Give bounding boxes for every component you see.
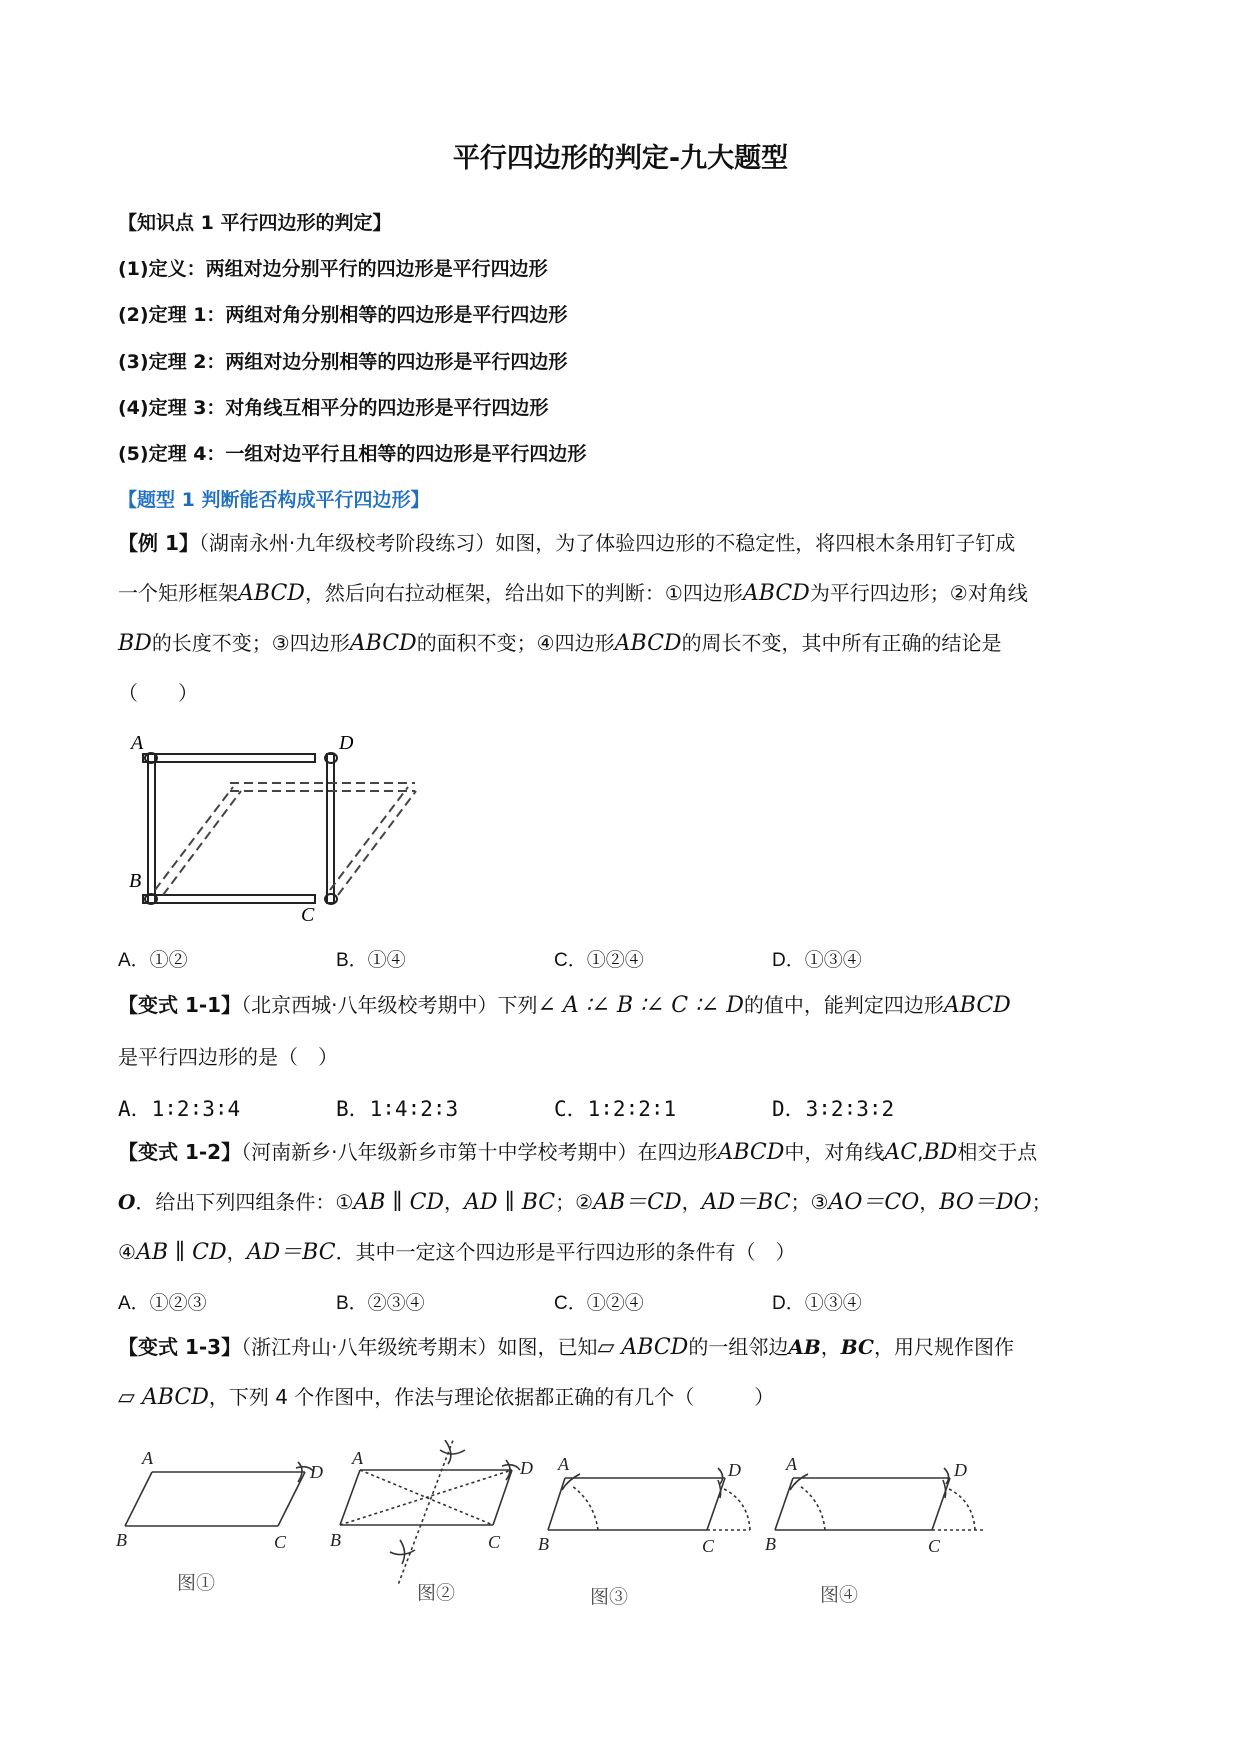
example1-text: （湖南永州·九年级校考阶段练习）如图，为了体验四边形的不稳定性，将四根木条用钉子钉成 xyxy=(198,531,1016,555)
math-abcd: ABCD xyxy=(943,993,1011,1018)
fig1-ab xyxy=(125,1472,152,1526)
fig2-diagonal-bd xyxy=(340,1470,512,1525)
fig4-label-b: B xyxy=(765,1534,776,1554)
example1-figure xyxy=(125,725,435,925)
fig1-label-b: B xyxy=(116,1530,127,1550)
label-c: C xyxy=(301,904,315,925)
fig4-arc-a xyxy=(790,1474,808,1490)
frame-left-bar xyxy=(148,754,155,903)
text: ， xyxy=(226,1240,247,1264)
fig2-label-b: B xyxy=(330,1530,341,1550)
example1-option-a[interactable]: A．①② xyxy=(118,950,188,971)
fig4-label-d: D xyxy=(954,1460,967,1480)
variant1-2-option-c[interactable]: C．①②④ xyxy=(554,1293,644,1314)
text: 相交于点 xyxy=(957,1140,1038,1164)
variant1-2-tag: 【变式 1-2】 xyxy=(118,1140,242,1164)
text: ，下列 4 个作图中，作法与理论依据都正确的有几个（ ） xyxy=(208,1385,775,1409)
knowledge-item-4: (4)定理 3：对角线互相平分的四边形是平行四边形 xyxy=(118,397,549,419)
text: （河南新乡·八年级新乡市第十中学校考期中）在四边形 xyxy=(241,1140,718,1164)
text: 中，对角线 xyxy=(784,1140,885,1164)
figure-caption-1: 图① xyxy=(177,1572,216,1594)
fig2-cd xyxy=(493,1470,512,1525)
math-bd: BD xyxy=(923,1140,958,1165)
text: （北京西城·八年级校考期中）下列 xyxy=(241,993,538,1017)
math-cond: AO＝CO xyxy=(828,1190,920,1215)
variant1-2-option-a[interactable]: A．①②③ xyxy=(118,1293,207,1314)
fig3-ab xyxy=(548,1478,565,1530)
example1-option-c[interactable]: C．①②④ xyxy=(554,950,644,971)
page-title: 平行四边形的判定-九大题型 xyxy=(452,143,789,174)
text: ．给出下列四组条件：① xyxy=(135,1190,354,1214)
variant1-1-line2: 是平行四边形的是（ ） xyxy=(118,1045,338,1069)
math-cond: BO＝DO xyxy=(939,1190,1032,1215)
text: 一个矩形框架 xyxy=(118,581,238,605)
fig2-arc-d-2 xyxy=(502,1465,520,1470)
text: 的周长不变，其中所有正确的结论是 xyxy=(681,631,1002,655)
fig2-label-c: C xyxy=(488,1532,501,1552)
fig1-label-a: A xyxy=(142,1448,153,1468)
variant1-1-option-d[interactable]: D．3∶2∶3∶2 xyxy=(772,1097,895,1121)
fig4-label-c: C xyxy=(928,1536,941,1556)
text: ，用尺规作图作 xyxy=(873,1335,1014,1359)
fig2-label-a: A xyxy=(352,1448,363,1468)
fig2-perp-bisector xyxy=(398,1440,455,1585)
text: ．其中一定这个四边形是平行四边形的条件有（ ） xyxy=(335,1240,796,1264)
fig4-label-a: A xyxy=(786,1454,797,1474)
fig2-arc-bottom-1 xyxy=(390,1550,415,1555)
frame-right-bar xyxy=(327,754,334,903)
fig4-arc-b xyxy=(800,1486,825,1530)
fig4-arc-c xyxy=(947,1488,975,1530)
variant1-2-line3 xyxy=(118,1237,796,1268)
type1-heading: 【题型 1 判断能否构成平行四边形】 xyxy=(118,489,430,511)
variant1-3-line1 xyxy=(118,1332,1014,1363)
frame-bottom-bar xyxy=(143,895,315,903)
fig3-arc-b xyxy=(572,1486,598,1530)
figure-caption-4: 图④ xyxy=(820,1584,859,1606)
fig4-ab xyxy=(775,1478,793,1530)
variant1-3-line2 xyxy=(118,1382,774,1413)
math-cond: AD＝BC xyxy=(701,1190,791,1215)
math-cond: AB ∥ CD xyxy=(353,1190,445,1215)
fig3-label-d: D xyxy=(728,1460,741,1480)
fig3-label-a: A xyxy=(558,1454,569,1474)
dashed-left-1 xyxy=(155,787,233,890)
math-abcd: ABCD xyxy=(742,581,810,606)
example1-line2 xyxy=(118,578,1028,609)
figure-3 xyxy=(548,1468,750,1530)
example1-line4: （ ） xyxy=(118,681,198,705)
text: ； xyxy=(1031,1190,1052,1214)
dashed-left-2 xyxy=(163,791,241,895)
math-cond: AB＝CD xyxy=(593,1190,682,1215)
text: , xyxy=(917,1140,924,1164)
frame-top-bar xyxy=(143,754,315,762)
math-cond: AB ∥ CD xyxy=(135,1240,227,1265)
example1-option-d[interactable]: D．①③④ xyxy=(772,950,862,971)
figure-1 xyxy=(125,1462,314,1526)
figure-2 xyxy=(340,1440,520,1585)
fig3-arc-c xyxy=(722,1488,750,1530)
variant1-2-line2 xyxy=(118,1187,1052,1218)
figure-caption-3: 图③ xyxy=(590,1586,629,1608)
text: 的长度不变；③四边形 xyxy=(151,631,350,655)
fig3-cd xyxy=(707,1478,725,1530)
variant1-2-line1 xyxy=(118,1137,1037,1168)
math-abcd: ABCD xyxy=(238,581,305,606)
fig4-arc-top xyxy=(944,1468,949,1484)
knowledge-item-3: (3)定理 2：两组对边分别相等的四边形是平行四边形 xyxy=(118,351,568,373)
math-parallelogram: ▱ ABCD xyxy=(118,1385,209,1410)
fig2-ab xyxy=(340,1470,360,1525)
knowledge-item-1: (1)定义：两组对边分别平行的四边形是平行四边形 xyxy=(118,258,548,280)
fig3-label-c: C xyxy=(702,1536,715,1556)
math-abcd: ABCD xyxy=(614,631,682,656)
text: ， xyxy=(681,1190,702,1214)
variant1-1-tag: 【变式 1-1】 xyxy=(118,993,242,1017)
text: 的一组邻边 xyxy=(688,1335,789,1359)
math-bc: BC xyxy=(840,1335,874,1359)
example1-line1 xyxy=(118,528,1015,558)
math-ac: AC xyxy=(884,1140,918,1165)
fig2-arc-top-1 xyxy=(440,1450,465,1454)
example1-tag: 【例 1】 xyxy=(118,531,199,555)
math-angles: ∠ A ∶∠ B ∶∠ C ∶∠ D xyxy=(537,993,744,1018)
dashed-right-2 xyxy=(338,791,416,895)
fig2-arc-bottom-2 xyxy=(400,1540,405,1564)
fig4-cd xyxy=(932,1478,950,1530)
text: ；② xyxy=(555,1190,594,1214)
fig1-label-d: D xyxy=(310,1462,323,1482)
fig1-cd xyxy=(278,1472,305,1526)
text: 为平行四边形；②对角线 xyxy=(809,581,1028,605)
label-a: A xyxy=(131,732,144,754)
label-d: D xyxy=(339,732,354,754)
text: ，然后向右拉动框架，给出如下的判断：①四边形 xyxy=(304,581,743,605)
knowledge-item-5: (5)定理 4：一组对边平行且相等的四边形是平行四边形 xyxy=(118,443,587,465)
label-b: B xyxy=(129,870,142,892)
variant1-1-line1 xyxy=(118,990,1011,1021)
text: （浙江舟山·八年级统考期末）如图，已知 xyxy=(241,1335,598,1359)
variant1-1-option-a[interactable]: A．1∶2∶3∶4 xyxy=(118,1097,241,1121)
variant1-1-option-c[interactable]: C．1∶2∶2∶1 xyxy=(554,1097,677,1121)
fig3-label-b: B xyxy=(538,1534,549,1554)
math-bd: BD xyxy=(118,631,152,656)
math-abcd: ABCD xyxy=(717,1140,785,1165)
variant1-2-option-b[interactable]: B．②③④ xyxy=(336,1293,425,1314)
example1-line3 xyxy=(118,628,1002,659)
figure-caption-2: 图② xyxy=(417,1582,456,1604)
knowledge-heading: 【知识点 1 平行四边形的判定】 xyxy=(118,212,392,234)
math-o: O xyxy=(118,1190,136,1214)
math-cond: AD ∥ BC xyxy=(464,1190,556,1215)
text: 的面积不变；④四边形 xyxy=(416,631,615,655)
fig1-label-c: C xyxy=(274,1532,287,1552)
math-ab: AB xyxy=(788,1335,821,1359)
variant1-1-option-b[interactable]: B．1∶4∶2∶3 xyxy=(336,1097,459,1121)
dashed-right-1 xyxy=(330,787,408,890)
fig3-arc-a xyxy=(562,1474,580,1490)
fig2-label-d: D xyxy=(520,1458,533,1478)
example1-option-b[interactable]: B．①④ xyxy=(336,950,406,971)
variant1-3-tag: 【变式 1-3】 xyxy=(118,1335,242,1359)
math-parallelogram: ▱ ABCD xyxy=(597,1335,689,1360)
text: 的值中，能判定四边形 xyxy=(743,993,944,1017)
text: ， xyxy=(820,1335,841,1359)
math-cond: AD＝BC xyxy=(246,1240,336,1265)
text: ， xyxy=(444,1190,465,1214)
text: ；③ xyxy=(790,1190,829,1214)
text: ④ xyxy=(118,1240,136,1264)
variant1-2-option-d[interactable]: D．①③④ xyxy=(772,1293,862,1314)
math-abcd: ABCD xyxy=(349,631,417,656)
variant1-3-figures xyxy=(110,1440,1010,1630)
text: ， xyxy=(919,1190,940,1214)
knowledge-item-2: (2)定理 1：两组对角分别相等的四边形是平行四边形 xyxy=(118,304,568,326)
